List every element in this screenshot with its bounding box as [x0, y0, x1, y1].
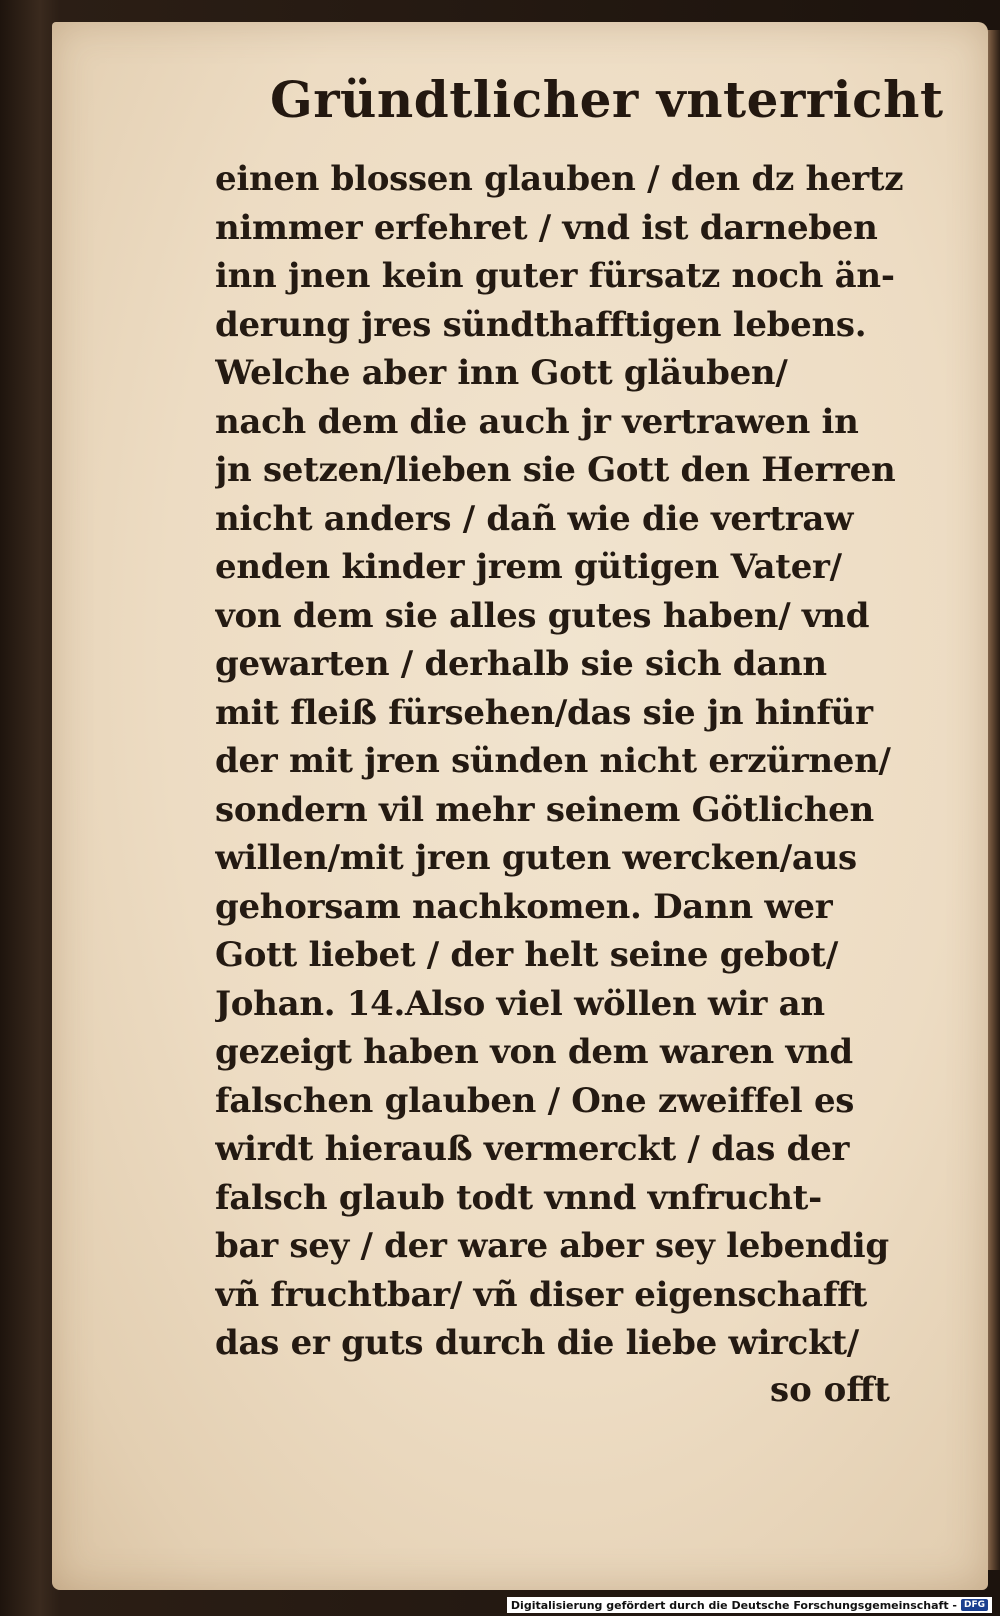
text-line: nicht anders / dañ wie die vertraw — [215, 498, 854, 539]
text-line: gewarten / derhalb sie sich dann — [215, 644, 827, 684]
text-line: nach dem die auch jr vertrawen in — [215, 401, 859, 442]
text-line: der mit jren sünden nicht erzürnen/ — [215, 741, 891, 781]
text-line: willen/mit jren guten wercken/aus — [215, 838, 857, 878]
footer-text: Digitalisierung gefördert durch die Deutsche Forschungsgemeinschaft - — [510, 1598, 957, 1612]
text-line: Gott liebet / der helt seine gebot/ — [215, 935, 838, 975]
catchword: so offt — [770, 1370, 890, 1410]
text-line: das er guts durch die liebe wirckt/ — [215, 1323, 859, 1363]
dfg-logo-icon: DFG — [961, 1599, 988, 1611]
text-line: einen blossen glauben / den dz hertz — [215, 159, 904, 199]
text-line: gehorsam nachkomen. Dann wer — [215, 886, 833, 927]
text-line: sondern vil mehr seinem Götlichen — [215, 789, 874, 830]
text-line: Welche aber inn Gott gläuben/ — [215, 353, 788, 393]
text-line: jn setzen/lieben sie Gott den Herren — [215, 450, 896, 490]
text-line: vñ fruchtbar/ vñ diser eigenschafft — [215, 1274, 867, 1315]
text-line: inn jnen kein guter fürsatz noch än- — [215, 256, 895, 296]
funding-footer — [507, 1597, 992, 1613]
text-line: enden kinder jrem gütigen Vater/ — [215, 547, 842, 587]
text-line: gezeigt haben von dem waren vnd — [215, 1032, 853, 1072]
text-line: derung jres sündthafftigen lebens. — [215, 304, 867, 345]
text-line: falschen glauben / One zweiffel es — [215, 1080, 855, 1121]
running-heading: Gründtlicher vnterricht — [270, 70, 944, 129]
text-line: nimmer erfehret / vnd ist darneben — [215, 207, 878, 248]
text-line: von dem sie alles gutes haben/ vnd — [215, 595, 870, 636]
text-line: wirdt hierauß vermerckt / das der — [215, 1129, 850, 1169]
text-block — [215, 155, 925, 1368]
text-line: Johan. 14.Also viel wöllen wir an — [215, 983, 825, 1024]
text-line: mit fleiß fürsehen/das sie jn hinfür — [215, 692, 873, 733]
text-line: bar sey / der ware aber sey lebendig — [215, 1226, 889, 1266]
text-line: falsch glaub todt vnnd vnfrucht- — [215, 1177, 822, 1218]
